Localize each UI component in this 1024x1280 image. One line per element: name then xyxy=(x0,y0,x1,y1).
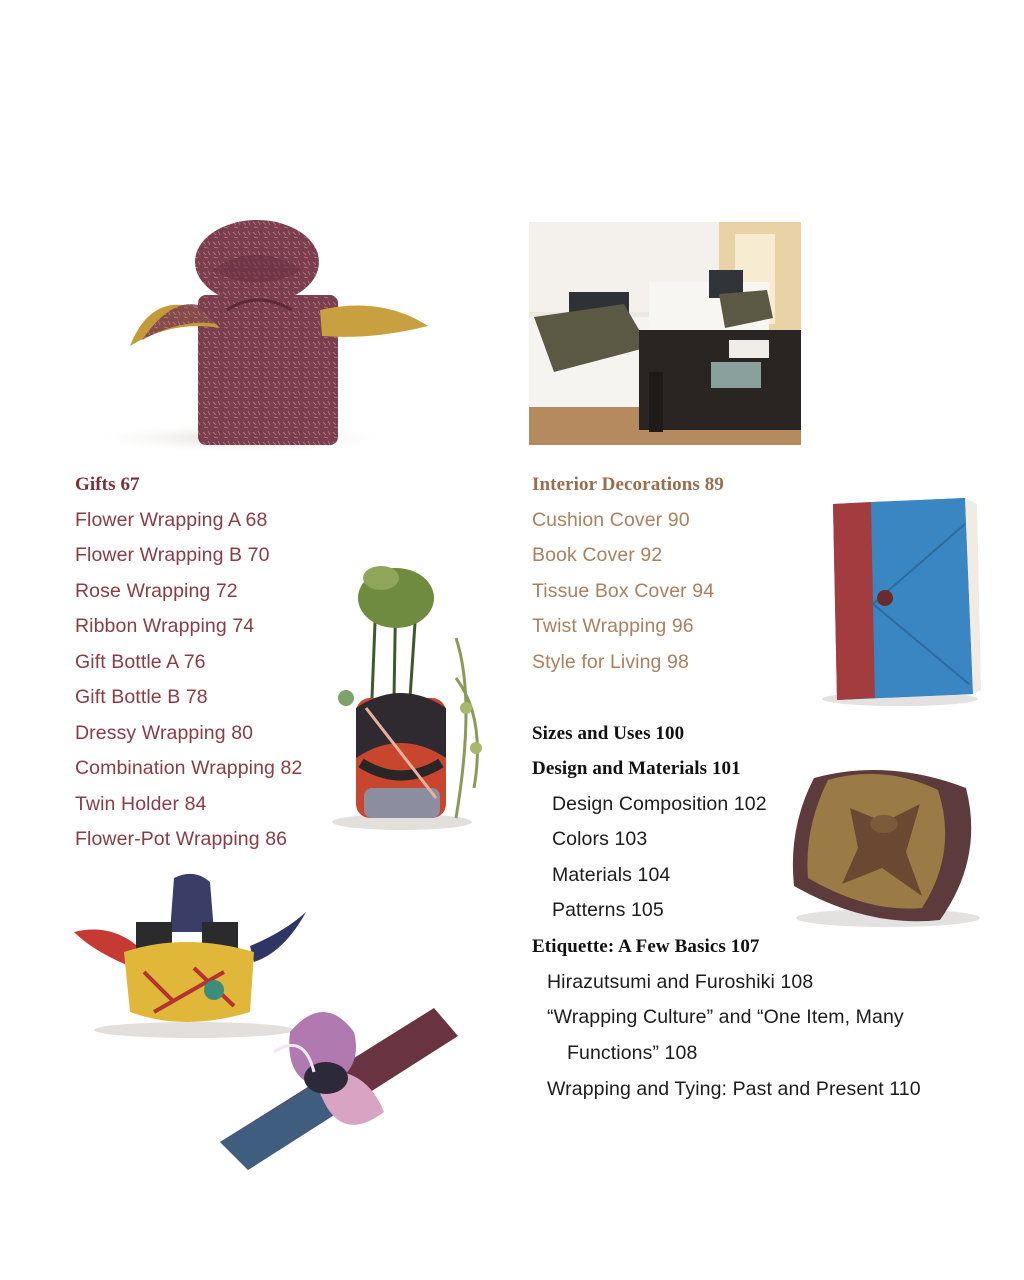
ribbon-wrapping-photo xyxy=(214,992,460,1172)
toc-item-dressy-wrapping[interactable]: Dressy Wrapping 80 xyxy=(75,722,254,744)
toc-item-flower-pot-wrapping[interactable]: Flower-Pot Wrapping 86 xyxy=(75,828,288,850)
toc-item-twist-wrapping[interactable]: Twist Wrapping 96 xyxy=(532,615,694,637)
cushion-photo xyxy=(788,758,988,928)
toc-item-style-for-living[interactable]: Style for Living 98 xyxy=(532,651,689,673)
gifts-heading[interactable]: Gifts 67 xyxy=(75,474,140,495)
toc-item-hirazutsumi[interactable]: Hirazutsumi and Furoshiki 108 xyxy=(547,971,814,993)
etiquette-heading[interactable]: Etiquette: A Few Basics 107 xyxy=(532,936,760,957)
toc-item-flower-wrapping-a[interactable]: Flower Wrapping A 68 xyxy=(75,509,268,531)
toc-item-wrapping-and-tying[interactable]: Wrapping and Tying: Past and Present 110 xyxy=(547,1078,921,1100)
toc-item-ribbon-wrapping[interactable]: Ribbon Wrapping 74 xyxy=(75,615,255,637)
toc-item-book-cover[interactable]: Book Cover 92 xyxy=(532,544,663,566)
design-heading[interactable]: Design and Materials 101 xyxy=(532,758,741,779)
sizes-heading[interactable]: Sizes and Uses 100 xyxy=(532,723,685,744)
toc-item-wrapping-culture-cont[interactable]: Functions” 108 xyxy=(567,1042,698,1064)
toc-item-tissue-box-cover[interactable]: Tissue Box Cover 94 xyxy=(532,580,715,602)
toc-item-gift-bottle-a[interactable]: Gift Bottle A 76 xyxy=(75,651,206,673)
toc-item-materials[interactable]: Materials 104 xyxy=(552,864,671,886)
flower-pot-wrapping-photo xyxy=(306,558,502,836)
toc-item-rose-wrapping[interactable]: Rose Wrapping 72 xyxy=(75,580,238,602)
book-cover-photo xyxy=(815,494,985,708)
toc-item-combination-wrapping[interactable]: Combination Wrapping 82 xyxy=(75,757,303,779)
toc-item-colors[interactable]: Colors 103 xyxy=(552,828,648,850)
toc-item-patterns[interactable]: Patterns 105 xyxy=(552,899,664,921)
toc-item-twin-holder[interactable]: Twin Holder 84 xyxy=(75,793,207,815)
toc-item-gift-bottle-b[interactable]: Gift Bottle B 78 xyxy=(75,686,208,708)
living-room-photo xyxy=(529,222,801,445)
toc-item-flower-wrapping-b[interactable]: Flower Wrapping B 70 xyxy=(75,544,270,566)
toc-item-design-composition[interactable]: Design Composition 102 xyxy=(552,793,767,815)
interior-heading[interactable]: Interior Decorations 89 xyxy=(532,474,724,495)
flower-wrapped-gift-photo xyxy=(52,200,452,455)
toc-item-wrapping-culture[interactable]: “Wrapping Culture” and “One Item, Many xyxy=(547,1006,904,1028)
toc-item-cushion-cover[interactable]: Cushion Cover 90 xyxy=(532,509,690,531)
